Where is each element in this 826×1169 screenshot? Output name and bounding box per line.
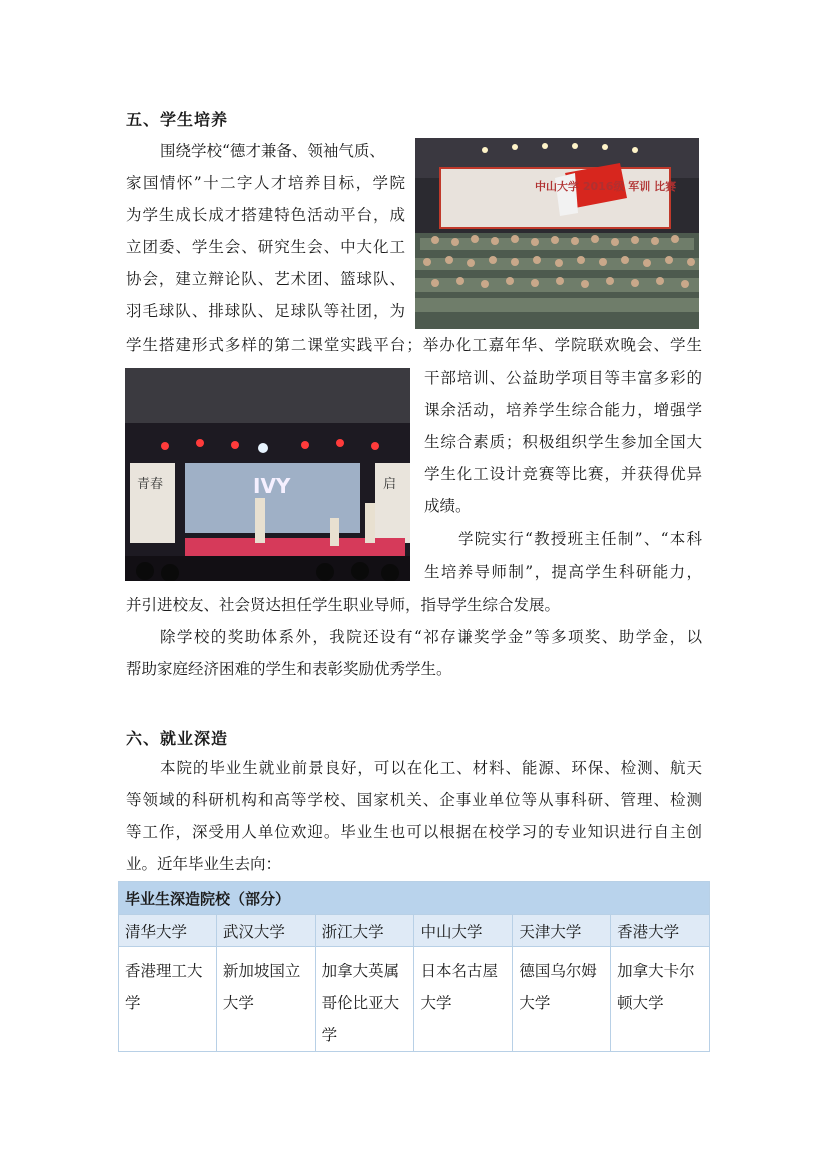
photo2-left-banner: 青春 [137, 477, 164, 492]
table-cell: 德国乌尔姆大学 [513, 947, 611, 1052]
paragraph-line: 生培养导师制”，提高学生科研能力， [424, 563, 702, 581]
graduate-schools-table [118, 881, 710, 1052]
paragraph-line: 等领域的科研机构和高等学校、国家机关、企事业单位等从事科研、管理、检测 [126, 791, 702, 809]
paragraph-line: 帮助家庭经济困难的学生和表彰奖励优秀学生。 [126, 660, 452, 678]
paragraph-line: 课余活动，培养学生综合能力，增强学 [424, 401, 702, 419]
paragraph-line: 羽毛球队、排球队、足球队等社团，为 [126, 302, 405, 320]
paragraph-line: 学生搭建形式多样的第二课堂实践平台；举办化工嘉年华、学院联欢晚会、学生 [126, 336, 702, 354]
photo2-stage-text: IVY [253, 474, 291, 498]
table-cell: 新加坡国立大学 [216, 947, 315, 1052]
table-cell: 加拿大卡尔顿大学 [611, 947, 710, 1052]
table-cell: 加拿大英属哥伦比亚大学 [315, 947, 414, 1052]
table-cell: 清华大学 [119, 915, 217, 947]
paragraph-line: 干部培训、公益助学项目等丰富多彩的 [424, 369, 702, 387]
paragraph-line: 除学校的奖助体系外，我院还设有“祁存谦奖学金”等多项奖、助学金，以 [160, 628, 702, 646]
table-cell: 香港大学 [611, 915, 710, 947]
table-row [119, 915, 710, 947]
stage-photo [125, 368, 410, 581]
table-header-row [119, 882, 710, 915]
paragraph-line: 并引进校友、社会贤达担任学生职业导师，指导学生综合发展。 [126, 596, 561, 614]
group-photo [415, 138, 699, 329]
table-cell: 中山大学 [414, 915, 513, 947]
section-heading-training: 五、学生培养 [126, 110, 229, 129]
table-cell: 天津大学 [513, 915, 611, 947]
paragraph-line: 生综合素质；积极组织学生参加全国大 [424, 433, 702, 451]
paragraph-line: 本院的毕业生就业前景良好，可以在化工、材料、能源、环保、检测、航天 [160, 759, 702, 777]
paragraph-line: 业。近年毕业生去向： [126, 855, 282, 873]
paragraph-line: 围绕学校“德才兼备、领袖气质、 [160, 142, 385, 160]
paragraph-line: 立团委、学生会、研究生会、中大化工 [126, 238, 405, 256]
table-cell: 武汉大学 [216, 915, 315, 947]
paragraph-line: 为学生成长成才搭建特色活动平台，成 [126, 206, 405, 224]
paragraph-line: 家国情怀”十二字人才培养目标，学院 [126, 174, 405, 192]
paragraph-line: 等工作，深受用人单位欢迎。毕业生也可以根据在校学习的专业知识进行自主创 [126, 823, 702, 841]
photo1-banner: 中山大学 2016级 军训 比赛 [535, 180, 677, 193]
table-cell: 香港理工大学 [119, 947, 217, 1052]
paragraph-line: 学生化工设计竞赛等比赛，并获得优异 [424, 465, 702, 483]
paragraph-line: 成绩。 [424, 497, 471, 515]
section-heading-employment: 六、就业深造 [126, 729, 229, 748]
paragraph-line: 协会，建立辩论队、艺术团、篮球队、 [126, 270, 405, 288]
table-cell: 日本名古屋大学 [414, 947, 513, 1052]
table-row [119, 947, 710, 1052]
paragraph-line: 学院实行“教授班主任制”、“本科 [458, 530, 702, 548]
table-title: 毕业生深造院校（部分） [119, 882, 710, 915]
table-cell: 浙江大学 [315, 915, 414, 947]
photo2-right-banner: 启 [383, 477, 397, 492]
